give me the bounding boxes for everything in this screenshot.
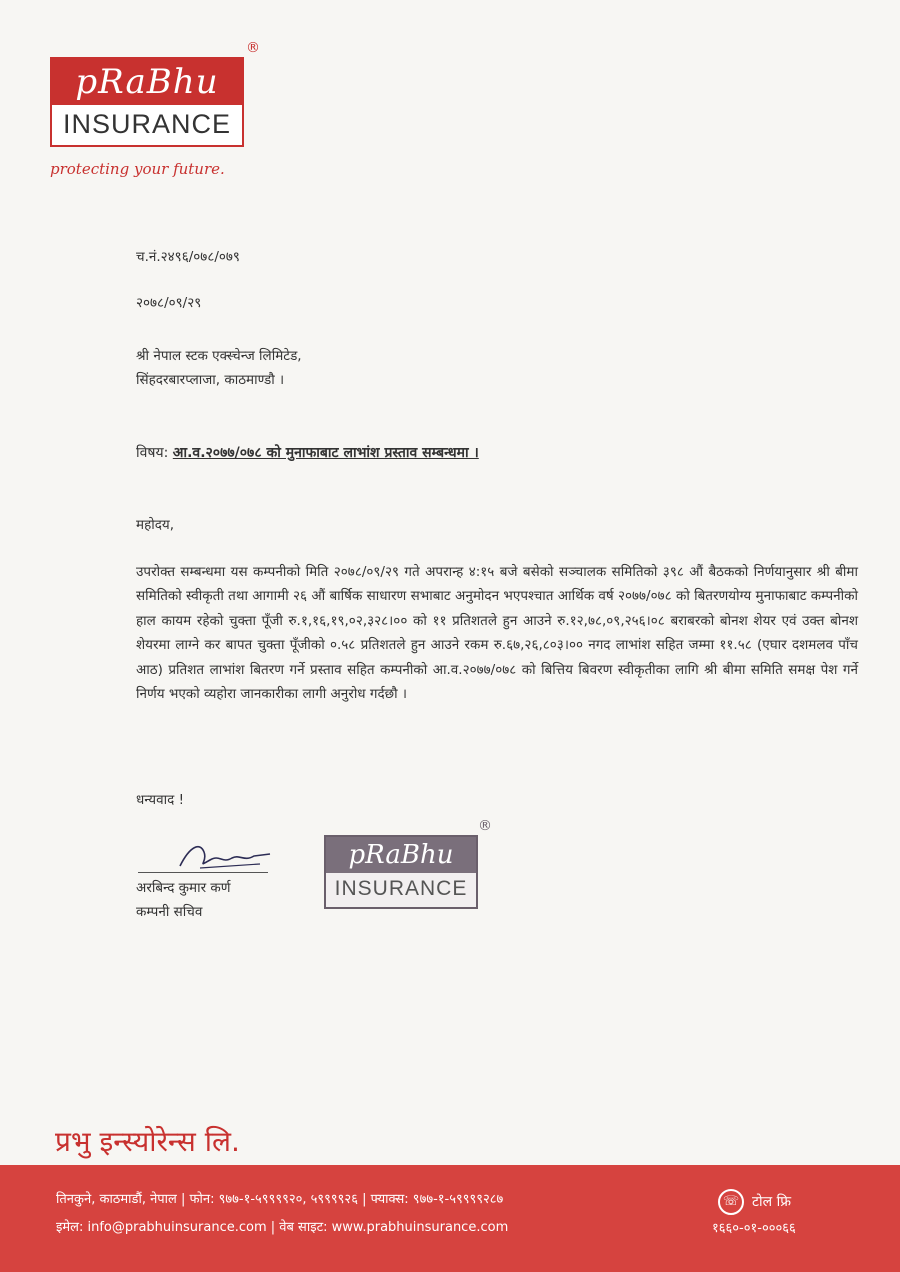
signatory-name: अरबिन्द कुमार कर्ण — [136, 880, 231, 896]
stamp-registered-mark: ® — [478, 818, 492, 834]
logo-insurance-text: INSURANCE — [62, 109, 232, 139]
footer-contact: इमेल: info@prabhuinsurance.com | वेब साइट: www.prabhuinsurance.com — [56, 1220, 509, 1235]
footer-company-name: प्रभु इन्स्योरेन्स लि. — [55, 1125, 240, 1158]
registered-mark: ® — [246, 40, 260, 56]
stamp-wordmark: pRaBhu — [326, 837, 476, 873]
footer-address: तिनकुने, काठमाडौं, नेपाल | फोन: ९७७-१-५९९९९२०, ५९९९९२६ | फ्याक्स: ९७७-१-५९९९९२८७ — [56, 1192, 504, 1207]
subject-label: विषय: — [136, 445, 169, 461]
subject-line — [136, 443, 479, 462]
closing: धन्यवाद ! — [136, 792, 184, 808]
salutation: महोदय, — [136, 517, 175, 533]
letter-body: उपरोक्त सम्बन्धमा यस कम्पनीको मिति २०७८/०९/२९ गते अपरान्ह ४:१५ बजे बसेको सञ्चालक समितिको ३९८ औं बैठकको निर्णयानुसार श्री बीमा समितिको स्वीकृती तथा आगामी २६ औं बार्षिक साधारण सभाबाट अनुमोदन भएपश्चात आर्थिक वर्ष २०७७/०७८ को बितरणयोग्य मुनाफाबाट कम्पनीको हाल कायम रहेको चुक्ता पूँजी रु.१,१६,१९,०२,३२८।०० को ११ प्रतिशतले हुन आउने रु.१२,७८,०९,२५६।०८ बराबरको बोनश शेयर एवं उक्त बोनश शेयरमा लाग्ने कर बापत चुक्ता पूँजीको ०.५८ प्रतिशतले हुन आउने रकम रु.६७,२६,८०३।०० नगद लाभांश सहित जम्मा ११.५८ (एघार दशमलव पाँच आठ) प्रतिशत लाभांश बितरण गर्ने प्रस्ताव सहित कम्पनीको आ.व.२०७७/०७८ को बित्तिय बिवरण स्वीकृतीका लागि श्री बीमा समिति समक्ष पेश गर्ने निर्णय भएको व्यहोरा जानकारीका लागी अनुरोध गर्दछौ । — [136, 564, 858, 703]
recipient-line-1: श्री नेपाल स्टक एक्स्चेन्ज लिमिटेड, — [136, 348, 302, 364]
letter-date: २०७८/०९/२९ — [136, 295, 202, 311]
tagline: protecting your future. — [50, 160, 225, 178]
logo-wordmark: pRaBhu — [52, 59, 242, 105]
subject-text: आ.व.२०७७/०७८ को मुनाफाबाट लाभांश प्रस्ताव सम्बन्धमा । — [172, 445, 479, 461]
recipient-line-2: सिंहदरबारप्लाजा, काठमाण्डौ । — [136, 372, 285, 388]
stamp-insurance-text: INSURANCE — [334, 877, 468, 900]
company-stamp — [324, 835, 478, 909]
reference-number: च.नं.२४९६/०७८/०७९ — [136, 249, 240, 265]
signature-icon — [170, 838, 280, 874]
signature-line — [138, 872, 268, 873]
tollfree-number: १६६०-०१-०००६६ — [712, 1221, 796, 1236]
phone-icon: ☏ — [718, 1189, 744, 1215]
tollfree-label: टोल फ्रि — [752, 1194, 792, 1210]
signatory-title: कम्पनी सचिव — [136, 904, 203, 920]
company-logo — [50, 57, 244, 147]
footer-band — [0, 1165, 900, 1272]
